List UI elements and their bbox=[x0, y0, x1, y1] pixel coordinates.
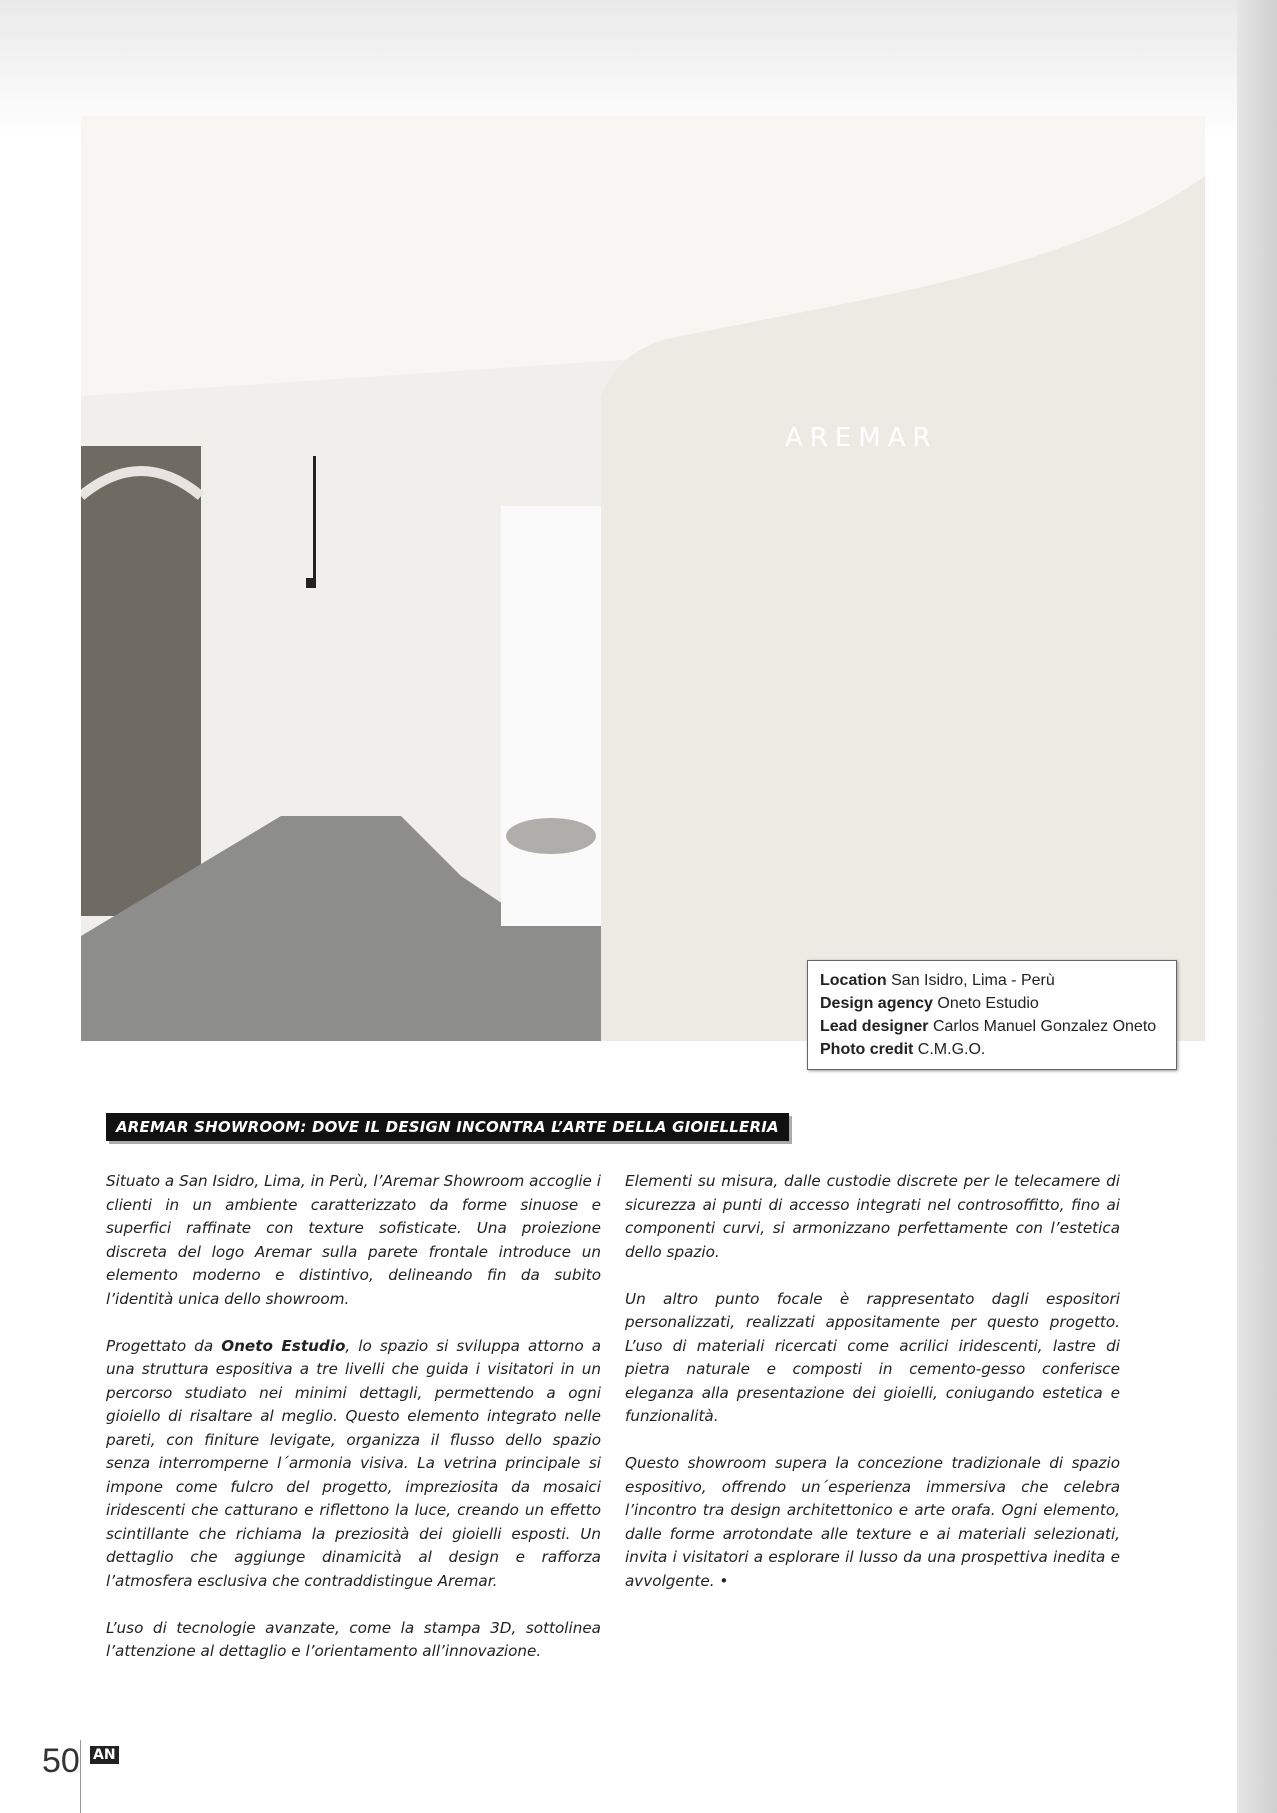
paragraph: Progettato da Oneto Estudio, lo spazio si sviluppa attorno a una struttura espositiva a tre livelli che guida i visitatori in un percorso studiato nei minimi dettagli, permettendo a ogni gioiello di risaltare al meglio. Questo elemento integrato nelle pareti, con finiture levigate, organizza il flusso dello spazio senza interromperne l´armonia visiva. La vetrina principale si impone come fulcro del progetto, impreziosita da mosaici iridescenti che catturano e riflettono la luce, creando un effetto scintillante che richiama la preziosità dei gioielli esposti. Un dettaglio che aggiunge dinamicità al design e rafforza l’atmosfera esclusiva che contraddistingue Aremar. bbox=[106, 1336, 601, 1590]
credit-location: Location San Isidro, Lima - Perù bbox=[820, 972, 1055, 989]
project-credits-box bbox=[807, 960, 1177, 1070]
credit-photo: Photo credit C.M.G.O. bbox=[820, 1041, 986, 1058]
aremar-sign: AREMAR bbox=[785, 423, 938, 453]
page-edge bbox=[1237, 0, 1277, 1813]
article-column-left bbox=[106, 1170, 601, 1687]
footer-divider bbox=[80, 1740, 81, 1813]
page-number: 50 bbox=[42, 1742, 80, 1780]
paragraph: Elementi su misura, dalle custodie discrete per le telecamere di sicurezza ai punti di accesso integrati nel controsoffitto, fino ai componenti curvi, si armonizzano perfettamente con l’estetica dello spazio. bbox=[625, 1172, 1120, 1261]
article-heading: AREMAR SHOWROOM: DOVE IL DESIGN INCONTRA L’ARTE DELLA GIOIELLERIA bbox=[106, 1113, 789, 1141]
article-column-right bbox=[625, 1170, 1120, 1617]
paragraph: L’uso di tecnologie avanzate, come la stampa 3D, sottolinea l’attenzione al dettaglio e l’orientamento all’innovazione. bbox=[106, 1618, 601, 1660]
paragraph: Situato a San Isidro, Lima, in Perù, l’Aremar Showroom accoglie i clienti in un ambiente caratterizzato da forme sinuose e superfici raffinate con texture sofisticate. Una proiezione discreta del logo Aremar sulla parete frontale introduce un elemento moderno e distintivo, delineando fin da subito l’identità unica dello showroom. bbox=[106, 1172, 601, 1308]
showroom-photo bbox=[81, 116, 1205, 1041]
credit-lead-designer: Lead designer Carlos Manuel Gonzalez Oneto bbox=[820, 1018, 1157, 1035]
agency-name: Oneto Estudio bbox=[221, 1336, 346, 1355]
credit-design-agency: Design agency Oneto Estudio bbox=[820, 995, 1039, 1012]
magazine-logo: AN bbox=[90, 1746, 119, 1764]
paragraph: Un altro punto focale è rappresentato dagli espositori personalizzati, realizzati appositamente per questo progetto. L’uso di materiali ricercati come acrilici iridescenti, lastre di pietra naturale e composti in cemento-gesso conferisce eleganza alla presentazione dei gioielli, coniugando estetica e funzionalità. bbox=[625, 1289, 1120, 1425]
paragraph: Questo showroom supera la concezione tradizionale di spazio espositivo, offrendo un´esperienza immersiva che celebra l’incontro tra design architettonico e arte orafa. Ogni elemento, dalle forme arrotondate alle texture e ai materiali selezionati, invita i visitatori a esplorare il lusso da una prospettiva inedita e avvolgente. • bbox=[625, 1454, 1120, 1590]
